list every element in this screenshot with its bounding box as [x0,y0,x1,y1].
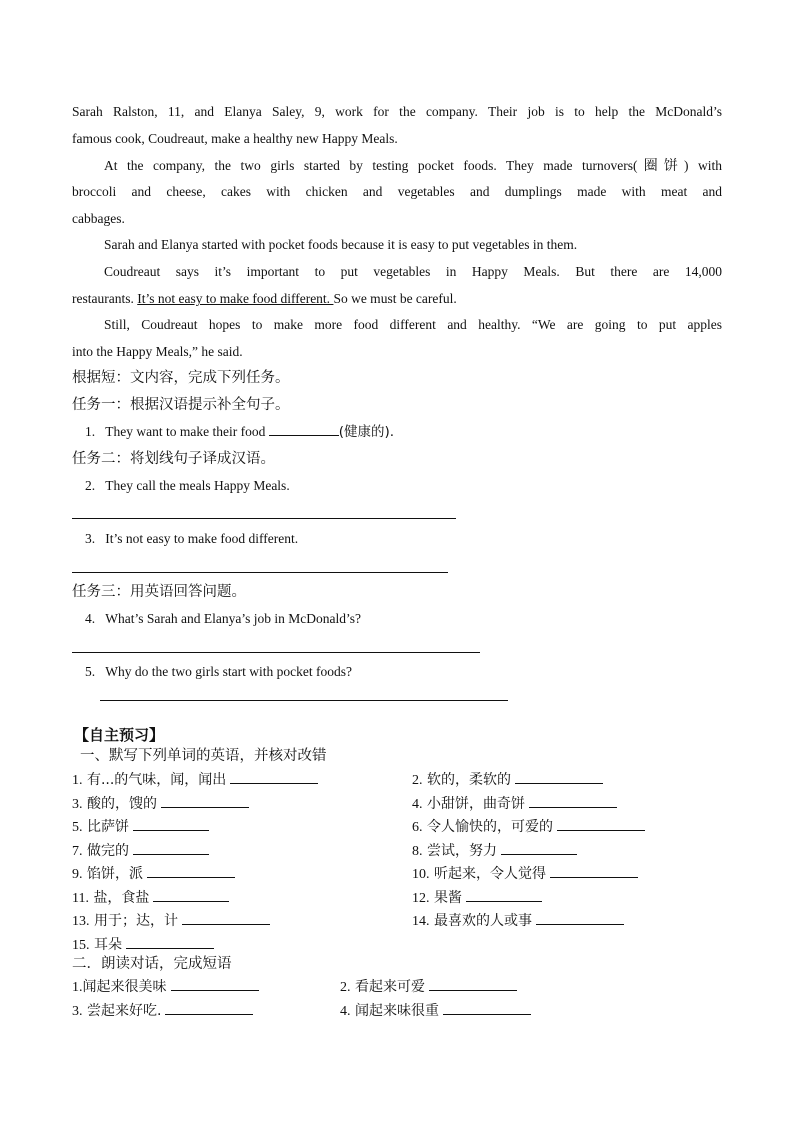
passage-line: into the Happy Meals,” he said. [72,344,243,359]
answer-blank[interactable] [269,421,339,436]
vocab-number: 10. [412,867,430,882]
answer-blank[interactable] [171,976,259,991]
vocab-number: 13. [72,914,90,929]
vocab-number: 3. [72,796,83,812]
vocab-prompt: 小甜饼，曲奇饼 [426,795,525,812]
question-number: 2. [85,478,96,493]
question-4 [85,608,361,630]
answer-blank[interactable] [529,793,617,808]
question-text: They call the meals Happy Meals. [105,478,290,493]
task2-title: 任务二：将划线句子译成汉语。 [72,451,275,467]
answer-blank[interactable] [550,863,638,878]
passage-line: Coudreaut says it’s important to put vegetables in Happy Meals. But there are 14,000 [104,264,722,279]
answer-blank[interactable] [133,816,209,831]
phrase-prompt: 看起来可爱 [354,979,425,995]
answer-blank[interactable] [161,793,249,808]
passage-line [72,153,722,180]
vocab-item [72,863,235,886]
question-text: They want to make their food [105,424,266,439]
phrase-number: 1. [72,980,83,995]
question-text: Why do the two girls start with pocket foods? [105,664,352,679]
task1-title: 任务一：根据汉语提示补全句子。 [72,397,290,413]
question-2 [85,475,290,497]
vocab-prompt: 听起来，令人觉得 [433,866,546,882]
phrase-number: 3. [72,1003,83,1019]
question-number: 4. [85,611,96,626]
answer-blank[interactable] [443,1000,531,1015]
passage-line [72,286,722,313]
preview-section2: 二．朗读对话，完成短语 [72,956,232,972]
vocab-prompt: 尝试，努力 [426,842,497,859]
vocab-number: 8. [412,843,423,859]
vocab-prompt: 酸的，馊的 [86,795,157,812]
answer-line[interactable] [72,518,456,519]
passage-text: So we must be careful. [333,291,457,306]
vocab-item [72,793,249,816]
question-1 [85,421,394,443]
vocab-item [412,840,577,863]
vocab-prompt: 盐，食盐 [93,889,150,906]
passage-line: broccoli and cheese, cakes with chicken and vegetables and dumplings made with meat and [72,184,722,199]
vocab-item [72,769,318,792]
answer-blank[interactable] [182,910,270,925]
vocab-prompt: 有...的气味，闻，闻出 [86,772,227,788]
vocab-prompt: 比萨饼 [86,819,129,835]
answer-blank[interactable] [133,840,209,855]
vocab-prompt: 令人愉快的，可爱的 [426,819,553,835]
vocab-item [72,816,209,839]
question-3 [85,528,298,550]
phrase-prompt: 闻起来味很重 [354,1002,439,1019]
vocab-item [412,887,542,910]
answer-blank[interactable] [501,840,577,855]
passage-line: famous cook, Coudreaut, make a healthy new Happy Meals. [72,131,398,146]
phrase-prompt: 闻起来很美味 [82,979,167,995]
vocab-prompt: 果酱 [433,889,462,906]
phrase-item [72,976,259,999]
passage-text: ) with [683,158,723,173]
question-text: What’s Sarah and Elanya’s job in McDonald’s? [105,611,361,626]
vocab-number: 1. [72,773,83,788]
vocab-item [72,910,270,933]
phrase-number: 2. [340,980,351,995]
question-hint: (健康的). [338,424,395,440]
phrase-number: 4. [340,1003,351,1019]
passage-line: Still, Coudreaut hopes to make more food different and healthy. “We are going to put apples [104,317,722,332]
phrase-prompt: 尝起来好吃. [86,1002,162,1019]
vocab-item [412,863,638,886]
passage-line: Sarah and Elanya started with pocket foods because it is easy to put vegetables in them. [104,237,578,252]
answer-blank[interactable] [230,769,318,784]
vocab-number: 5. [72,820,83,835]
vocab-item [412,769,603,792]
vocab-prompt: 最喜欢的人或事 [433,913,532,929]
answer-line[interactable] [100,700,508,701]
vocab-number: 15. [72,937,90,953]
vocab-item [72,887,229,910]
vocab-number: 2. [412,773,423,788]
question-number: 5. [85,664,96,679]
question-5 [85,661,352,683]
vocab-prompt: 馅饼，派 [86,866,143,882]
answer-blank[interactable] [515,769,603,784]
passage-text: restaurants. [72,291,138,306]
vocab-number: 12. [412,890,430,906]
answer-blank[interactable] [466,887,542,902]
passage-text: At the company, the two girls started by testing pocket foods. They made turnovers( [104,158,638,173]
phrase-item [340,976,517,999]
vocab-number: 7. [72,843,83,859]
answer-line[interactable] [72,652,480,653]
passage-line: Sarah Ralston, 11, and Elanya Saley, 9, work for the company. Their job is to help the McDonald’s [72,104,722,119]
vocab-prompt: 做完的 [86,842,129,859]
vocab-number: 9. [72,867,83,882]
answer-blank[interactable] [536,910,624,925]
preview-heading: 【自主预习】 [74,726,165,744]
vocab-number: 6. [412,820,423,835]
answer-blank[interactable] [153,887,229,902]
underlined-sentence: It’s not easy to make food different. [137,291,334,306]
question-text: It’s not easy to make food different. [105,531,299,546]
answer-blank[interactable] [429,976,517,991]
vocab-prompt: 软的，柔软的 [426,772,511,788]
vocab-prompt: 耳朵 [93,936,122,953]
phrase-item [340,1000,531,1023]
vocab-item [72,840,209,863]
answer-blank[interactable] [165,1000,253,1015]
passage-cn-gloss: 圈饼 [637,158,684,174]
vocab-item [412,910,624,933]
task-intro: 根据短：文内容，完成下列任务。 [72,370,290,386]
question-number: 3. [85,531,96,546]
answer-blank[interactable] [147,863,235,878]
vocab-number: 11. [72,890,89,906]
answer-blank[interactable] [557,816,645,831]
vocab-prompt: 用于；达，计 [93,913,178,929]
vocab-number: 4. [412,796,423,812]
preview-section1: 一、默写下列单词的英语，并核对改错 [80,748,327,764]
vocab-number: 14. [412,914,430,929]
answer-line[interactable] [72,572,448,573]
passage-line: cabbages. [72,211,125,226]
question-number: 1. [85,424,96,439]
vocab-item [412,816,645,839]
phrase-item [72,1000,253,1023]
vocab-item [412,793,617,816]
task3-title: 任务三：用英语回答问题。 [72,584,246,600]
answer-blank[interactable] [126,934,214,949]
